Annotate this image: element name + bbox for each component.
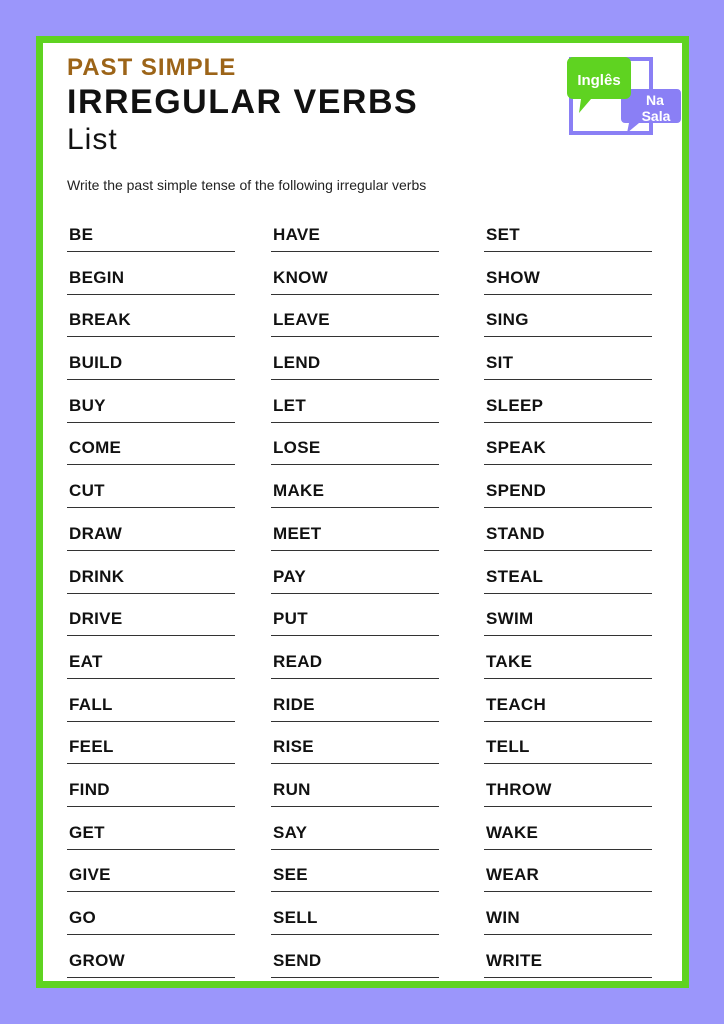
verb-row (67, 225, 235, 268)
verb-row (271, 310, 439, 353)
verb-label: LOSE (273, 438, 321, 458)
verb-label: RUN (273, 779, 311, 799)
verb-row (67, 695, 235, 738)
verb-label: SWIM (486, 609, 534, 629)
answer-line[interactable] (271, 934, 439, 935)
answer-line[interactable] (271, 379, 439, 380)
verb-label: SAY (273, 822, 308, 842)
verb-row (484, 438, 652, 481)
verb-row (484, 225, 652, 268)
verb-row (484, 310, 652, 353)
verb-row (67, 609, 235, 652)
verb-row (67, 268, 235, 311)
verb-row (67, 823, 235, 866)
answer-line[interactable] (271, 849, 439, 850)
verb-row (271, 438, 439, 481)
eyebrow-title: PAST SIMPLE (67, 54, 237, 81)
verb-row (67, 951, 235, 988)
answer-line[interactable] (484, 977, 652, 978)
answer-line[interactable] (67, 379, 235, 380)
answer-line[interactable] (271, 678, 439, 679)
verb-label: BUY (69, 395, 106, 415)
verb-row (484, 396, 652, 439)
instructions: Write the past simple tense of the following irregular verbs (67, 177, 427, 193)
verb-row (271, 268, 439, 311)
verb-label: COME (69, 438, 122, 458)
verb-label: TAKE (486, 651, 533, 671)
logo-word-na: Na (646, 92, 664, 108)
verb-label: SEE (273, 865, 308, 885)
verb-row (67, 396, 235, 439)
answer-line[interactable] (484, 849, 652, 850)
worksheet (36, 36, 689, 988)
verb-row (484, 737, 652, 780)
verb-label: CUT (69, 481, 105, 501)
verb-label: PAY (273, 566, 307, 586)
verb-row (271, 652, 439, 695)
verb-row (484, 652, 652, 695)
verb-row (484, 951, 652, 988)
answer-line[interactable] (271, 507, 439, 508)
verb-label: BUILD (69, 353, 123, 373)
verb-label: BE (69, 225, 94, 244)
verb-label: RISE (273, 737, 314, 757)
verb-label: LEND (273, 353, 321, 373)
answer-line[interactable] (271, 763, 439, 764)
verb-row (67, 567, 235, 610)
verb-row (67, 865, 235, 908)
answer-line[interactable] (271, 294, 439, 295)
verb-row (67, 310, 235, 353)
answer-line[interactable] (67, 464, 235, 465)
answer-line[interactable] (484, 934, 652, 935)
answer-line[interactable] (271, 593, 439, 594)
verb-row (271, 737, 439, 780)
answer-line[interactable] (67, 635, 235, 636)
verb-row (484, 567, 652, 610)
verb-row (271, 695, 439, 738)
verb-label: FEEL (69, 737, 114, 757)
verb-row (271, 481, 439, 524)
answer-line[interactable] (484, 464, 652, 465)
answer-line[interactable] (67, 849, 235, 850)
answer-line[interactable] (67, 593, 235, 594)
answer-line[interactable] (484, 422, 652, 423)
answer-line[interactable] (484, 294, 652, 295)
answer-line[interactable] (67, 251, 235, 252)
answer-line[interactable] (484, 635, 652, 636)
logo-word-sala: Sala (641, 108, 671, 124)
verb-row (484, 780, 652, 823)
verb-row (67, 353, 235, 396)
verb-label: PUT (273, 609, 308, 629)
verb-row (271, 353, 439, 396)
answer-line[interactable] (271, 891, 439, 892)
answer-line[interactable] (67, 678, 235, 679)
verb-label: SPEAK (486, 438, 547, 458)
answer-line[interactable] (271, 550, 439, 551)
verb-label: TEACH (486, 694, 547, 714)
verb-label: BREAK (69, 310, 131, 330)
verb-label: GROW (69, 950, 125, 970)
answer-line[interactable] (484, 550, 652, 551)
answer-line[interactable] (484, 507, 652, 508)
verb-label: SLEEP (486, 395, 544, 415)
answer-line[interactable] (67, 977, 235, 978)
answer-line[interactable] (484, 379, 652, 380)
verb-row (67, 524, 235, 567)
verb-label: SHOW (486, 267, 541, 287)
verb-label: EAT (69, 651, 103, 671)
verb-label: DRINK (69, 566, 125, 586)
verb-label: THROW (486, 779, 552, 799)
verb-row (271, 865, 439, 908)
verb-label: SPEND (486, 481, 547, 501)
answer-line[interactable] (271, 806, 439, 807)
verb-row (271, 396, 439, 439)
verb-row (484, 823, 652, 866)
verb-row (67, 908, 235, 951)
answer-line[interactable] (271, 336, 439, 337)
answer-line[interactable] (67, 934, 235, 935)
verb-column-3 (484, 225, 652, 988)
verb-label: WAKE (486, 822, 539, 842)
verb-label: WRITE (486, 950, 543, 970)
verb-label: SING (486, 310, 529, 330)
verb-label: HAVE (273, 225, 321, 244)
verb-label: FALL (69, 694, 113, 714)
answer-line[interactable] (271, 977, 439, 978)
page-subtitle: List (67, 123, 118, 156)
verb-label: GO (69, 908, 97, 927)
answer-line[interactable] (271, 635, 439, 636)
verb-column-1 (67, 225, 235, 988)
verb-row (484, 609, 652, 652)
verb-label: RIDE (273, 694, 315, 714)
verb-label: SEND (273, 950, 322, 970)
answer-line[interactable] (67, 422, 235, 423)
logo-word-ingles: Inglês (577, 72, 621, 89)
verb-row (67, 737, 235, 780)
verb-row (271, 908, 439, 951)
answer-line[interactable] (67, 763, 235, 764)
verb-row (484, 353, 652, 396)
answer-line[interactable] (484, 806, 652, 807)
verb-row (484, 695, 652, 738)
answer-line[interactable] (271, 251, 439, 252)
verb-label: TELL (486, 737, 530, 757)
verb-label: LET (273, 395, 307, 415)
verb-row (271, 609, 439, 652)
verb-row (67, 438, 235, 481)
verb-row (484, 524, 652, 567)
verb-label: SIT (486, 353, 514, 373)
verb-label: KNOW (273, 267, 329, 287)
answer-line[interactable] (484, 763, 652, 764)
ingles-na-sala-logo (563, 47, 683, 137)
answer-line[interactable] (484, 251, 652, 252)
verb-row (271, 225, 439, 268)
answer-line[interactable] (67, 891, 235, 892)
page-title: IRREGULAR VERBS (67, 83, 419, 121)
answer-line[interactable] (271, 464, 439, 465)
verb-label: GIVE (69, 865, 111, 885)
verb-row (271, 780, 439, 823)
verb-row (67, 652, 235, 695)
answer-line[interactable] (67, 507, 235, 508)
verb-label: DRAW (69, 523, 123, 543)
verb-row (271, 524, 439, 567)
answer-line[interactable] (67, 550, 235, 551)
verb-label: WEAR (486, 865, 540, 885)
answer-line[interactable] (67, 721, 235, 722)
answer-line[interactable] (271, 721, 439, 722)
verb-column-2 (271, 225, 439, 988)
verb-row (67, 780, 235, 823)
answer-line[interactable] (67, 806, 235, 807)
verb-row (271, 823, 439, 866)
verb-label: WIN (486, 908, 520, 927)
verb-label: SELL (273, 908, 318, 927)
verb-row (484, 481, 652, 524)
verb-label: DRIVE (69, 609, 123, 629)
verb-row (271, 951, 439, 988)
answer-line[interactable] (484, 336, 652, 337)
verb-label: GET (69, 822, 105, 842)
answer-line[interactable] (484, 593, 652, 594)
verb-label: SET (486, 225, 520, 244)
verb-label: BEGIN (69, 267, 125, 287)
verb-row (484, 908, 652, 951)
verb-label: MEET (273, 523, 322, 543)
verb-label: READ (273, 651, 323, 671)
answer-line[interactable] (271, 422, 439, 423)
verb-row (67, 481, 235, 524)
verb-label: STAND (486, 523, 545, 543)
verb-row (271, 567, 439, 610)
verb-label: MAKE (273, 481, 325, 501)
verb-label: LEAVE (273, 310, 330, 330)
answer-line[interactable] (484, 891, 652, 892)
answer-line[interactable] (67, 294, 235, 295)
answer-line[interactable] (484, 678, 652, 679)
answer-line[interactable] (484, 721, 652, 722)
verb-row (484, 268, 652, 311)
answer-line[interactable] (67, 336, 235, 337)
verb-row (484, 865, 652, 908)
verb-label: STEAL (486, 566, 544, 586)
verb-label: FIND (69, 779, 110, 799)
